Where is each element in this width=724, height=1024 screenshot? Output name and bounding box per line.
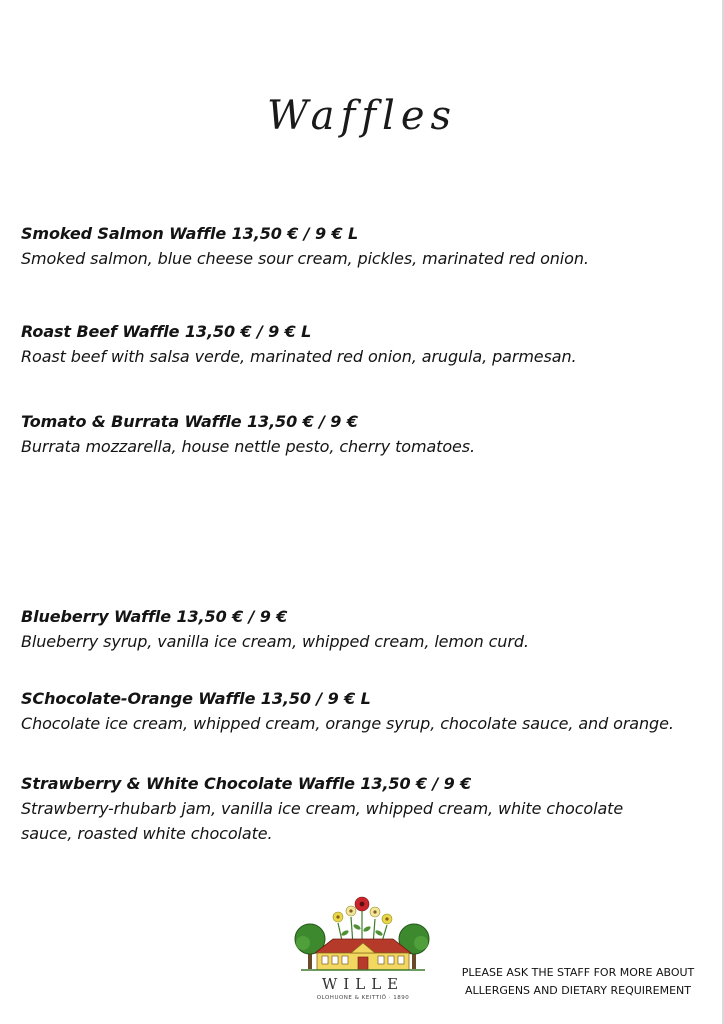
menu-item-name: Roast Beef Waffle 13,50 € / 9 € L (21, 322, 312, 341)
menu-item-name: Tomato & Burrata Waffle 13,50 € / 9 € (21, 412, 358, 431)
menu-item (21, 772, 701, 846)
menu-item (21, 410, 701, 459)
menu-item-name: SChocolate-Orange Waffle 13,50 / 9 € L (21, 689, 371, 708)
menu-item-description: Smoked salmon, blue cheese sour cream, pickles, marinated red onion. (21, 249, 589, 268)
logo-wordmark: WILLE (321, 975, 405, 993)
allergen-notice (440, 964, 716, 1000)
menu-item-name: Smoked Salmon Waffle 13,50 € / 9 € L (21, 224, 359, 243)
menu-item-name: Strawberry & White Chocolate Waffle 13,50 € / 9 € (21, 774, 472, 793)
menu-item (21, 605, 701, 654)
menu-item-description: Burrata mozzarella, house nettle pesto, cherry tomatoes. (21, 437, 475, 456)
allergen-notice-line: PLEASE ASK THE STAFF FOR MORE ABOUT (461, 966, 695, 979)
menu-item-description: Roast beef with salsa verde, marinated red onion, arugula, parmesan. (21, 347, 577, 366)
menu-item-description: Chocolate ice cream, whipped cream, orange syrup, chocolate sauce, and orange. (21, 714, 674, 733)
menu-item-name: Blueberry Waffle 13,50 € / 9 € (21, 607, 288, 626)
allergen-notice-line: ALLERGENS AND DIETARY REQUIREMENT (464, 984, 691, 997)
menu-item-description-line: sauce, roasted white chocolate. (21, 824, 273, 843)
page-title: Waffles (266, 92, 458, 139)
menu-item (21, 222, 701, 271)
logo-subtitle: OLOHUONE & KEITTIÖ · 1890 (316, 995, 410, 1001)
menu-item (21, 320, 701, 369)
menu-item (21, 687, 701, 736)
menu-item-description-line: Strawberry-rhubarb jam, vanilla ice cream, whipped cream, white chocolate (21, 799, 624, 818)
menu-item-description: Blueberry syrup, vanilla ice cream, whipped cream, lemon curd. (21, 632, 529, 651)
